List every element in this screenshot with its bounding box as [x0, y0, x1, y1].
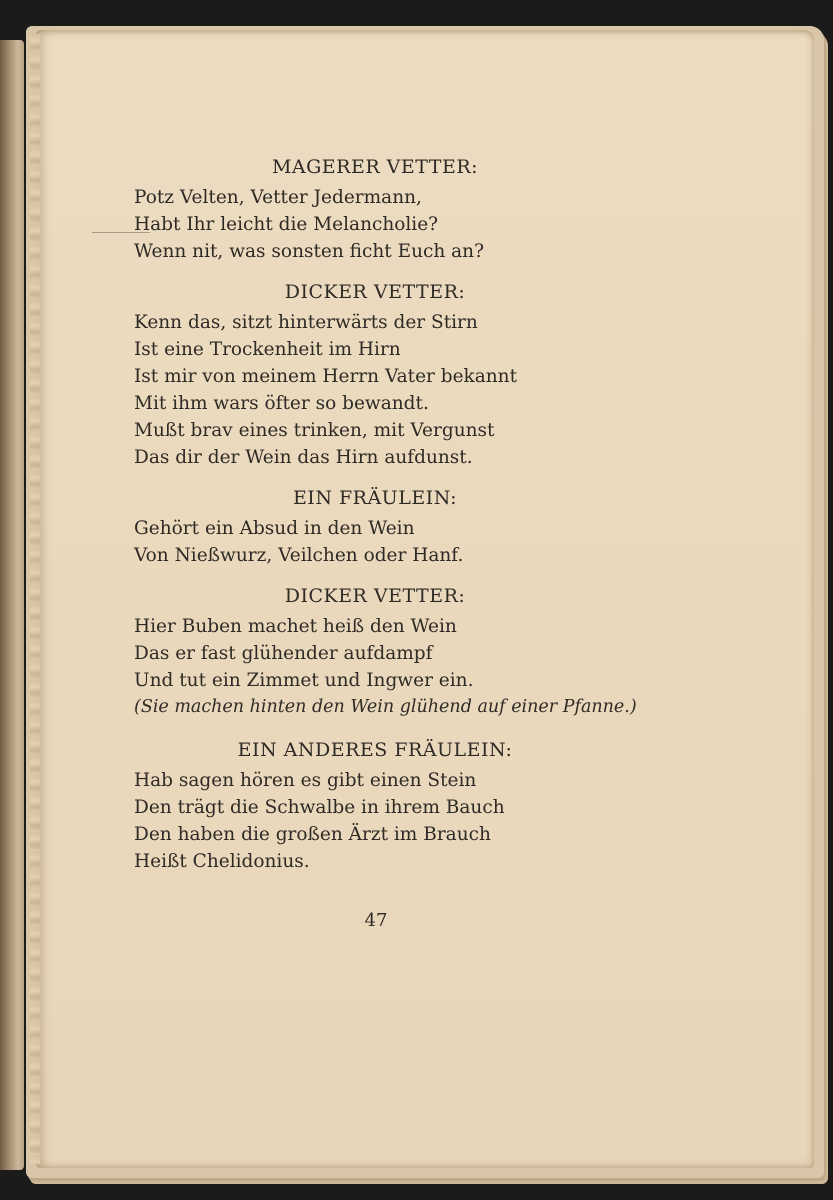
previous-page-edge — [0, 40, 24, 1170]
verse-line: Das er fast glühender aufdampf — [134, 643, 433, 664]
dialogue-section — [134, 733, 694, 875]
speaker-name: EIN FRÄULEIN: — [292, 487, 458, 509]
verse-line: Ist eine Trockenheit im Hirn — [134, 339, 401, 360]
verse-line: Hier Buben machet heiß den Wein — [134, 616, 457, 637]
page-deckle-edge — [30, 34, 40, 1164]
verse-line: Gehört ein Absud in den Wein — [134, 518, 415, 539]
verse-line: Und tut ein Zimmet und Ingwer ein. — [134, 670, 474, 691]
verse-line: Mußt brav eines trinken, mit Vergunst — [134, 420, 495, 441]
verse-line: Von Nießwurz, Veilchen oder Hanf. — [134, 545, 464, 566]
dialogue-section — [134, 275, 694, 471]
verse-line: Habt Ihr leicht die Melancholie? — [134, 214, 439, 235]
verse-line: Kenn das, sitzt hinterwärts der Stirn — [134, 312, 478, 333]
verse-line: Mit ihm wars öfter so bewandt. — [134, 393, 429, 414]
speaker-name: MAGERER VETTER: — [271, 156, 479, 178]
verse-line: Das dir der Wein das Hirn aufdunst. — [134, 447, 473, 468]
dialogue-section — [134, 481, 694, 569]
verse-line: Wenn nit, was sonsten ficht Euch an? — [134, 241, 485, 262]
speaker-name: DICKER VETTER: — [284, 585, 466, 607]
verse-line: Potz Velten, Vetter Jedermann, — [134, 187, 422, 208]
verse-line: Hab sagen hören es gibt einen Stein — [134, 770, 477, 791]
dialogue-section — [134, 579, 694, 723]
dialogue-section — [134, 150, 694, 265]
verse-line: Heißt Chelidonius. — [134, 851, 310, 872]
verse-line: Den trägt die Schwalbe in ihrem Bauch — [134, 797, 505, 818]
play-text — [134, 150, 694, 885]
stage-direction: (Sie machen hinten den Wein glühend auf einer Pfanne.) — [134, 697, 637, 717]
speaker-name: EIN ANDERES FRÄULEIN: — [237, 739, 513, 761]
speaker-name: DICKER VETTER: — [284, 281, 466, 303]
verse-line: Ist mir von meinem Herrn Vater bekannt — [134, 366, 518, 387]
verse-line: Den haben die großen Ärzt im Brauch — [134, 824, 491, 845]
page-number: 47 — [364, 910, 388, 931]
